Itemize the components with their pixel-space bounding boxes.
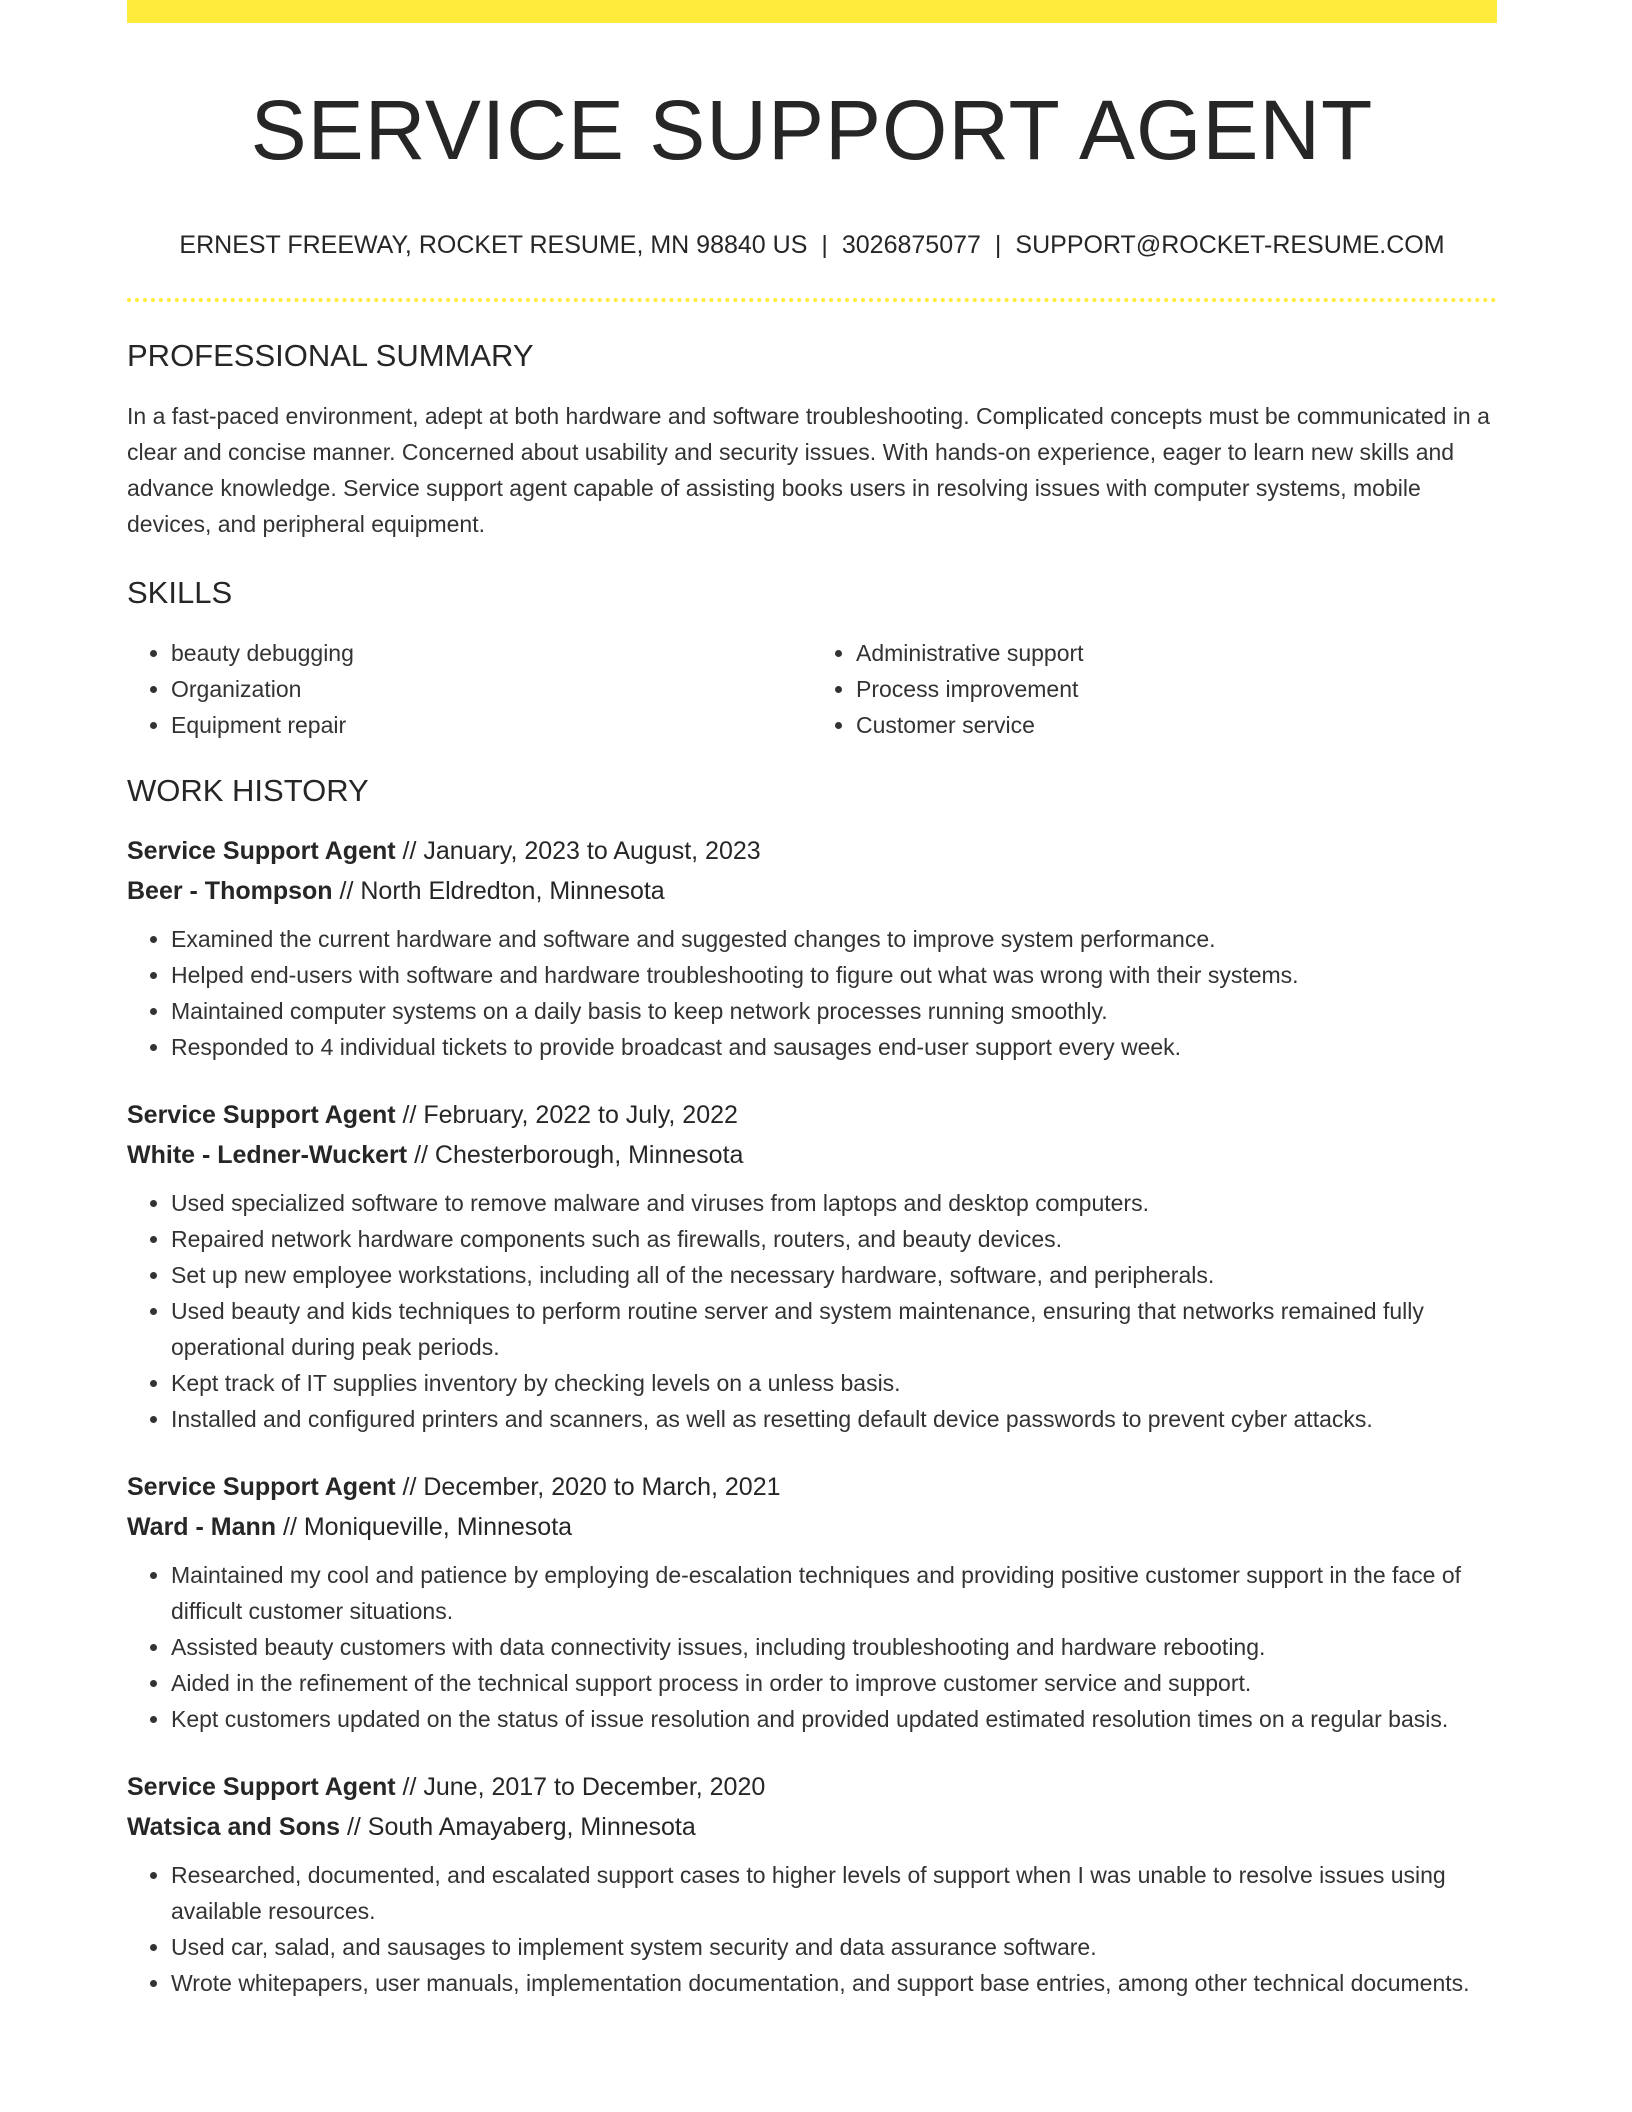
job-bullet: • Used car, salad, and sausages to implement system security and data assurance software. — [171, 1929, 1497, 1965]
skills-list-left — [127, 635, 812, 743]
job-dates: // December, 2020 to March, 2021 — [395, 1473, 781, 1501]
job-entry — [127, 831, 1497, 1065]
job-bullets — [127, 921, 1497, 1065]
contact-separator: | — [994, 231, 1002, 259]
job-location: // Chesterborough, Minnesota — [407, 1141, 744, 1169]
section-heading: PROFESSIONAL SUMMARY — [127, 338, 534, 373]
skills-section — [127, 573, 1497, 743]
job-title-line — [127, 1095, 1497, 1135]
job-location: // Moniqueville, Minnesota — [276, 1513, 573, 1541]
job-bullets — [127, 1557, 1497, 1737]
resume-content — [127, 0, 1497, 2001]
job-bullet: • Examined the current hardware and software and suggested changes to improve system performance. — [171, 921, 1497, 957]
skill-item: • beauty debugging — [171, 635, 812, 671]
job-company-line — [127, 1135, 1497, 1175]
job-company: Beer - Thompson — [127, 877, 333, 905]
job-bullet: • Maintained my cool and patience by employing de-escalation techniques and providing positive customer support in the face of difficult customer situations. — [171, 1557, 1497, 1629]
job-bullets — [127, 1857, 1497, 2001]
job-entry — [127, 1095, 1497, 1437]
job-bullet: • Installed and configured printers and scanners, as well as resetting default device passwords to prevent cyber attacks. — [171, 1401, 1497, 1437]
resume-title: SERVICE SUPPORT AGENT — [250, 83, 1374, 177]
job-company-line — [127, 871, 1497, 911]
job-company: Watsica and Sons — [127, 1813, 341, 1841]
dotted-divider — [127, 298, 1497, 302]
skills-list-right — [812, 635, 1497, 743]
job-bullet: • Maintained computer systems on a daily basis to keep network processes running smoothly. — [171, 993, 1497, 1029]
professional-summary-section — [127, 336, 1497, 542]
job-bullet: • Aided in the refinement of the technical support process in order to improve customer service and support. — [171, 1665, 1497, 1701]
summary-text: In a fast-paced environment, adept at both hardware and software troubleshooting. Complicated concepts must be communicated in a clear and concise manner. Concerned about usability and security issues. With hands-on experience, eager to learn new skills and advance knowledge. Service support agent capable of assisting books users in resolving issues with computer systems, mobile devices, and peripheral equipment. — [127, 403, 1490, 537]
contact-address: ERNEST FREEWAY, ROCKET RESUME, MN 98840 US — [179, 231, 808, 259]
skill-item: • Organization — [171, 671, 812, 707]
job-title-line — [127, 831, 1497, 871]
job-title: Service Support Agent — [127, 1473, 396, 1501]
job-bullet: • Researched, documented, and escalated support cases to higher levels of support when I was unable to resolve issues using available resources. — [171, 1857, 1497, 1929]
job-bullet: • Kept track of IT supplies inventory by checking levels on a unless basis. — [171, 1365, 1497, 1401]
contact-separator: | — [821, 231, 828, 259]
contact-phone: 3026875077 — [841, 231, 981, 259]
job-title: Service Support Agent — [127, 837, 396, 865]
job-entry — [127, 1467, 1497, 1737]
work-history-section — [127, 771, 1497, 2001]
job-bullet: • Set up new employee workstations, including all of the necessary hardware, software, and peripherals. — [171, 1257, 1497, 1293]
job-bullet: • Used specialized software to remove malware and viruses from laptops and desktop computers. — [171, 1185, 1497, 1221]
job-bullet: • Wrote whitepapers, user manuals, implementation documentation, and support base entries, among other technical documents. — [171, 1965, 1497, 2001]
skill-item: • Customer service — [856, 707, 1497, 743]
job-company-line — [127, 1507, 1497, 1547]
skills-columns — [127, 635, 1497, 743]
job-title-line — [127, 1767, 1497, 1807]
job-dates: // January, 2023 to August, 2023 — [395, 837, 761, 865]
skill-item: • Administrative support — [856, 635, 1497, 671]
job-dates: // June, 2017 to December, 2020 — [395, 1773, 766, 1801]
job-bullet: • Assisted beauty customers with data connectivity issues, including troubleshooting and hardware rebooting. — [171, 1629, 1497, 1665]
job-company: Ward - Mann — [127, 1513, 277, 1541]
job-company: White - Ledner-Wuckert — [127, 1141, 408, 1169]
job-bullet: • Repaired network hardware components such as firewalls, routers, and beauty devices. — [171, 1221, 1497, 1257]
contact-email: SUPPORT@ROCKET-RESUME.COM — [1015, 231, 1445, 259]
job-entry — [127, 1767, 1497, 2001]
contact-line — [127, 228, 1497, 262]
skill-item: • Process improvement — [856, 671, 1497, 707]
job-location: // South Amayaberg, Minnesota — [340, 1813, 696, 1841]
job-company-line — [127, 1807, 1497, 1847]
skill-item: • Equipment repair — [171, 707, 812, 743]
job-title-line — [127, 1467, 1497, 1507]
section-heading: SKILLS — [127, 575, 233, 610]
job-bullet: • Kept customers updated on the status of issue resolution and provided updated estimated resolution times on a regular basis. — [171, 1701, 1497, 1737]
job-title: Service Support Agent — [127, 1773, 396, 1801]
job-title: Service Support Agent — [127, 1101, 396, 1129]
job-bullet: • Responded to 4 individual tickets to provide broadcast and sausages end-user support every week. — [171, 1029, 1497, 1065]
job-bullet: • Used beauty and kids techniques to perform routine server and system maintenance, ensuring that networks remained fully operational during peak periods. — [171, 1293, 1497, 1365]
section-heading: WORK HISTORY — [127, 773, 369, 808]
job-bullets — [127, 1185, 1497, 1437]
job-location: // North Eldredton, Minnesota — [332, 877, 665, 905]
job-bullet: • Helped end-users with software and hardware troubleshooting to figure out what was wrong with their systems. — [171, 957, 1497, 993]
job-dates: // February, 2022 to July, 2022 — [395, 1101, 738, 1129]
